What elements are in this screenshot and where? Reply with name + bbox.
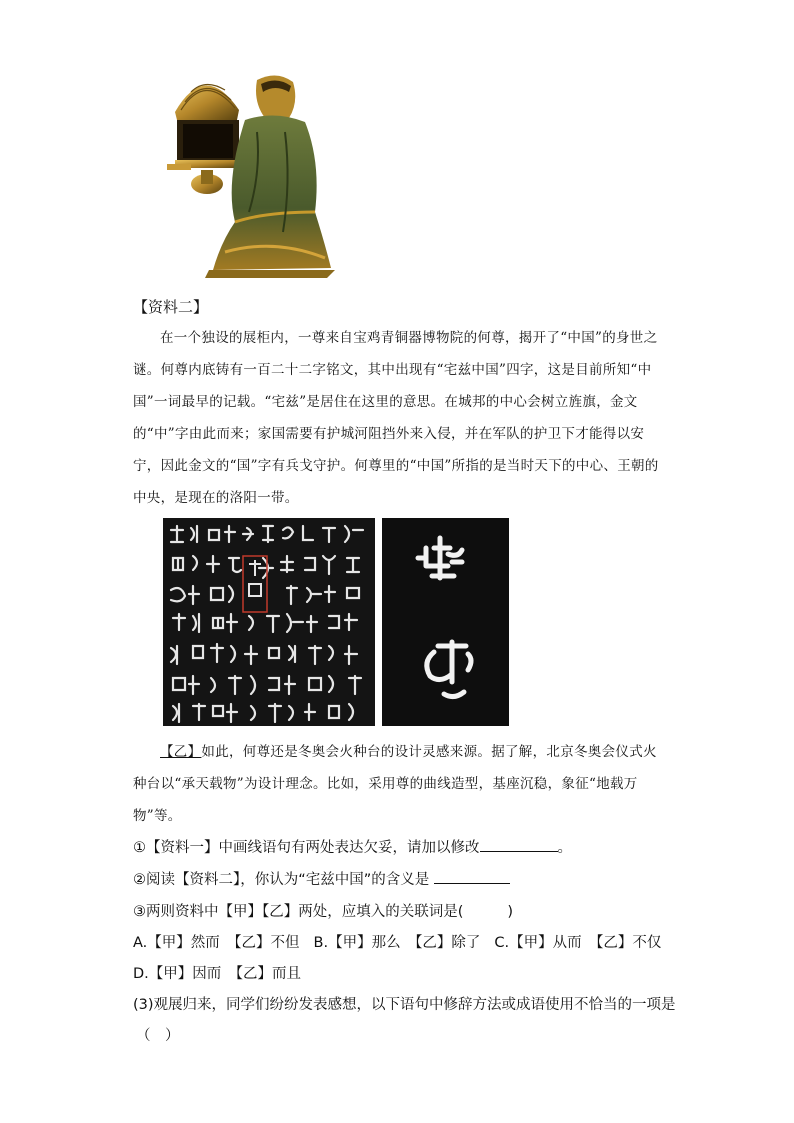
question-3-options-row-1 bbox=[133, 931, 661, 952]
option-a[interactable]: A.【甲】然而 【乙】不但 bbox=[133, 935, 300, 951]
question-1-answer-blank[interactable] bbox=[480, 837, 558, 852]
question-1 bbox=[133, 836, 572, 857]
yi-marker: 【乙】 bbox=[160, 744, 202, 760]
material-two-paragraph: 在一个独设的展柜内，一尊来自宝鸡青铜器博物院的何尊，揭开了“中国”的身世之谜。何尊内底铸有一百二十二字铭文，其中出现有“宅兹中国”四字，这是目前所知“中国”一词最早的记载。“宅兹”是居住在这里的意思。在城邦的中心会树立旌旗，金文的“中”字由此而来；家国需要有护城河阻挡外来入侵，并在军队的护卫下才能得以安宁，因此金文的“国”字有兵戈守护。何尊里的“中国”所指的是当时天下的中心、王朝的中央，是现在的洛阳一带。 bbox=[133, 330, 659, 506]
question-4-text: (3)观展归来，同学们纷纷发表感想，以下语句中修辞方法或成语使用不恰当的一项是 bbox=[133, 997, 676, 1013]
material-two-title: 【资料二】 bbox=[133, 298, 209, 316]
question-2-answer-blank[interactable] bbox=[434, 869, 510, 884]
question-2-text: ②阅读【资料二】，你认为“宅兹中国”的含义是 bbox=[133, 872, 430, 888]
yi-paragraph bbox=[133, 736, 668, 832]
option-b[interactable]: B.【甲】那么 【乙】除了 bbox=[313, 935, 481, 951]
option-c[interactable]: C.【甲】从而 【乙】不仅 bbox=[494, 935, 662, 951]
inscription-rubbing-image bbox=[163, 518, 375, 726]
question-3-text: ③两则资料中【甲】【乙】两处，应填入的关联词是( bbox=[133, 904, 464, 920]
question-2 bbox=[133, 868, 510, 889]
question-3 bbox=[133, 900, 513, 921]
question-4 bbox=[133, 993, 676, 1014]
option-d[interactable]: D.【甲】因而 【乙】而且 bbox=[133, 966, 302, 982]
question-1-end: 。 bbox=[557, 840, 572, 856]
bronze-figure-image bbox=[165, 62, 337, 280]
question-1-text: ①【资料一】中画线语句有两处表达欠妥，请加以修改 bbox=[133, 840, 480, 856]
zhong-guo-characters-closeup-image bbox=[382, 518, 509, 726]
question-3-close-paren: ) bbox=[507, 904, 514, 920]
question-3-options-row-2 bbox=[133, 962, 301, 983]
yi-paragraph-text: 如此，何尊还是冬奥会火种台的设计灵感来源。据了解，北京冬奥会仪式火种台以“承天载物”为设计理念。比如，采用尊的曲线造型，基座沉稳，象征“地载万物”等。 bbox=[133, 744, 657, 824]
question-4-answer-slot[interactable]: （ ） bbox=[136, 1028, 180, 1044]
